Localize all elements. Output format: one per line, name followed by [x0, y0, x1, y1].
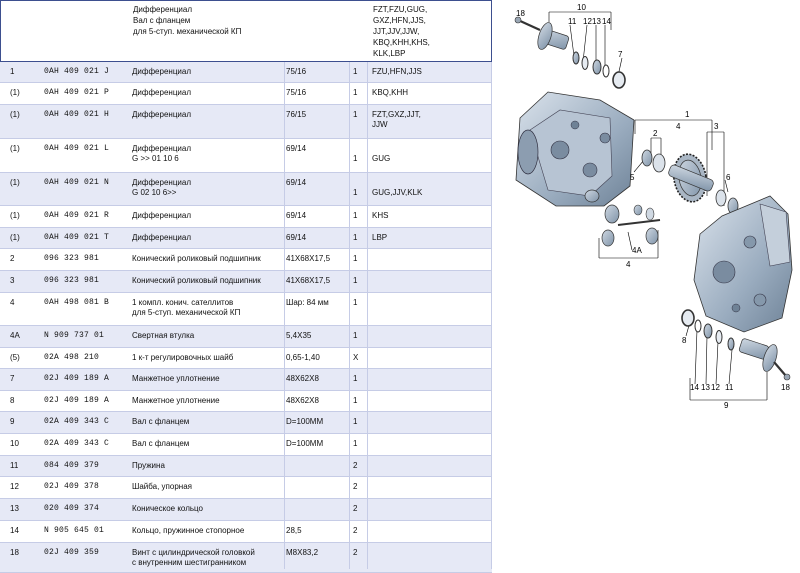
position-number: (1) — [10, 88, 20, 97]
header-description: Дифференциал Вал с фланцем для 5-ступ. механической КП — [133, 5, 242, 36]
part-quantity: 2 — [353, 548, 358, 557]
part-description: Конический роликовый подшипник — [132, 276, 261, 285]
part-quantity: 1 — [353, 188, 358, 197]
engine-codes: FZU,HFN,JJS — [372, 67, 422, 76]
position-number: 11 — [10, 461, 19, 470]
part-spec: D=100MM — [286, 417, 324, 426]
table-row — [0, 139, 492, 173]
position-number: 14 — [10, 526, 19, 535]
part-description: Манжетное уплотнение — [132, 396, 220, 405]
callout-12: 12 — [711, 383, 720, 392]
part-spec: 69/14 — [286, 211, 307, 220]
part-number: 0AH 409 021 R — [44, 211, 110, 220]
part-description: Пружина — [132, 461, 165, 470]
part-number: 02A 409 343 C — [44, 439, 110, 448]
part-number: 0AH 409 021 N — [44, 178, 110, 187]
engine-codes: FZT,GXZ,JJT, JJW — [372, 110, 421, 129]
part-spec: 75/16 — [286, 67, 307, 76]
table-row — [0, 499, 492, 521]
part-number: 02J 409 378 — [44, 482, 100, 491]
callout-12: 12 — [583, 17, 592, 26]
part-quantity: 1 — [353, 254, 358, 263]
part-quantity: 1 — [353, 417, 358, 426]
table-row — [0, 206, 492, 228]
bevel-gear-set — [585, 190, 660, 246]
callout-4: 4 — [626, 260, 631, 269]
callout-9: 9 — [724, 401, 729, 410]
position-number: 1 — [10, 67, 15, 76]
part-quantity: 2 — [353, 461, 358, 470]
part-quantity: 1 — [353, 67, 358, 76]
bolt-lower — [774, 362, 790, 380]
part-description: Коническое кольцо — [132, 504, 203, 513]
part-quantity: 2 — [353, 504, 358, 513]
part-spec: D=100MM — [286, 439, 324, 448]
callout-8: 8 — [682, 336, 687, 345]
part-description: Вал с фланцем — [132, 417, 190, 426]
part-number: 0AH 409 021 P — [44, 88, 110, 97]
table-row — [0, 456, 492, 477]
part-quantity: 1 — [353, 110, 358, 119]
part-number: 02A 409 343 C — [44, 417, 110, 426]
column-separator — [284, 62, 285, 569]
callout-1: 1 — [685, 110, 690, 119]
position-number: (1) — [10, 178, 20, 187]
part-number: N 905 645 01 — [44, 526, 105, 535]
part-quantity: 1 — [353, 374, 358, 383]
part-description: Свертная втулка — [132, 331, 195, 340]
callout-3: 3 — [714, 122, 719, 131]
part-description: 1 компл. конич. сателлитов для 5-ступ. механической КП — [132, 298, 241, 317]
engine-codes: KBQ,KHH — [372, 88, 409, 97]
bolt-upper — [515, 17, 540, 30]
gearbox-housing-right — [694, 196, 792, 332]
callout-14: 14 — [602, 17, 611, 26]
engine-codes: GUG — [372, 154, 391, 163]
table-row — [0, 249, 492, 271]
table-row — [0, 326, 492, 348]
position-number: 7 — [10, 374, 15, 383]
part-description: Дифференциал — [132, 88, 191, 97]
position-number: 2 — [10, 254, 15, 263]
part-number: 02J 409 359 — [44, 548, 100, 557]
position-number: 3 — [10, 276, 15, 285]
part-number: 0AH 409 021 H — [44, 110, 110, 119]
callout-14: 14 — [690, 383, 699, 392]
part-spec: 48X62X8 — [286, 396, 319, 405]
part-spec: 75/16 — [286, 88, 307, 97]
position-number: (1) — [10, 211, 20, 220]
engine-codes: GUG,JJV,KLK — [372, 188, 423, 197]
position-number: 13 — [10, 504, 19, 513]
part-quantity: X — [353, 353, 359, 362]
part-spec: M8X83,2 — [286, 548, 319, 557]
part-number: 0AH 409 021 T — [44, 233, 110, 242]
part-quantity: 2 — [353, 526, 358, 535]
part-spec: 5,4X35 — [286, 331, 312, 340]
part-spec: 69/14 — [286, 233, 307, 242]
position-number: (5) — [10, 353, 20, 362]
header-engine-codes: FZT,FZU,GUG, GXZ,HFN,JJS, JJT,JJV,JJW, KBQ,KHH,KHS, KLK,LBP — [373, 5, 430, 58]
column-separator — [349, 62, 350, 569]
position-number: 9 — [10, 417, 15, 426]
position-number: 10 — [10, 439, 19, 448]
part-description: Дифференциал — [132, 110, 191, 119]
position-number: (1) — [10, 110, 20, 119]
part-spec: 28,5 — [286, 526, 302, 535]
differential-crown-gear — [667, 152, 714, 205]
table-row — [0, 521, 492, 543]
part-quantity: 1 — [353, 298, 358, 307]
column-separator — [491, 62, 492, 569]
table-row — [0, 434, 492, 456]
table-row — [0, 228, 492, 249]
callout-4: 4 — [676, 122, 681, 131]
part-quantity: 1 — [353, 331, 358, 340]
part-number: 020 409 374 — [44, 504, 100, 513]
table-row — [0, 62, 492, 83]
table-row — [0, 412, 492, 434]
part-description: Кольцо, пружинное стопорное — [132, 526, 245, 535]
part-spec: 76/15 — [286, 110, 307, 119]
callout-18: 18 — [781, 383, 790, 392]
part-quantity: 1 — [353, 88, 358, 97]
table-row — [0, 271, 492, 293]
table-row — [0, 293, 492, 326]
position-number: (1) — [10, 144, 20, 153]
table-row — [0, 369, 492, 391]
part-quantity: 1 — [353, 396, 358, 405]
gearbox-housing-left — [516, 92, 634, 206]
part-number: 02A 498 210 — [44, 353, 100, 362]
part-quantity: 1 — [353, 154, 358, 163]
part-description: Дифференциал — [132, 211, 191, 220]
table-row — [0, 105, 492, 139]
part-number: 084 409 379 — [44, 461, 100, 470]
callout-6: 6 — [726, 173, 731, 182]
column-separator — [367, 62, 368, 569]
callout-18: 18 — [516, 9, 525, 18]
part-spec: 41X68X17,5 — [286, 254, 331, 263]
position-number: 4 — [10, 298, 15, 307]
callout-2: 2 — [653, 129, 658, 138]
part-description: Манжетное уплотнение — [132, 374, 220, 383]
part-spec: 0,65-1,40 — [286, 353, 320, 362]
part-number: 096 323 981 — [44, 254, 100, 263]
part-quantity: 1 — [353, 211, 358, 220]
part-spec: 69/14 — [286, 144, 307, 153]
position-number: 8 — [10, 396, 15, 405]
callout-7: 7 — [618, 50, 623, 59]
part-description: Винт с цилиндрической головкой с внутренним шестигранником — [132, 548, 255, 567]
part-number: 0AH 498 081 B — [44, 298, 110, 307]
part-number: 0AH 409 021 L — [44, 144, 110, 153]
part-description: Конический роликовый подшипник — [132, 254, 261, 263]
engine-codes: LBP — [372, 233, 388, 242]
table-header — [0, 0, 492, 62]
part-spec: Шар: 84 мм — [286, 298, 329, 307]
engine-codes: KHS — [372, 211, 389, 220]
part-number: 0AH 409 021 J — [44, 67, 110, 76]
part-description: 1 к-т регулировочных шайб — [132, 353, 234, 362]
part-spec: 69/14 — [286, 178, 307, 187]
callout-11: 11 — [725, 383, 734, 392]
position-number: 4A — [10, 331, 20, 340]
table-row — [0, 391, 492, 412]
part-spec: 48X62X8 — [286, 374, 319, 383]
part-number: N 909 737 01 — [44, 331, 105, 340]
callout-11: 11 — [568, 17, 577, 26]
part-description: Дифференциал — [132, 233, 191, 242]
callout-10: 10 — [577, 3, 586, 12]
part-spec: 41X68X17,5 — [286, 276, 331, 285]
callout-4A: 4A — [632, 246, 642, 255]
flange-shaft-lower — [739, 338, 781, 373]
position-number: (1) — [10, 233, 20, 242]
callout-13: 13 — [592, 17, 601, 26]
table-row — [0, 83, 492, 105]
table-row — [0, 173, 492, 206]
callout-13: 13 — [701, 383, 710, 392]
exploded-diagram — [493, 0, 800, 569]
flange-shaft-upper — [535, 21, 570, 51]
part-quantity: 1 — [353, 276, 358, 285]
table-row — [0, 348, 492, 369]
part-description: Дифференциал G >> 01 10 6 — [132, 144, 191, 163]
part-description: Шайба, упорная — [132, 482, 192, 491]
position-number: 12 — [10, 482, 19, 491]
part-description: Вал с фланцем — [132, 439, 190, 448]
part-quantity: 1 — [353, 233, 358, 242]
part-description: Дифференциал G 02 10 6>> — [132, 178, 191, 197]
callout-5: 5 — [630, 173, 635, 182]
part-number: 096 323 981 — [44, 276, 100, 285]
position-number: 18 — [10, 548, 19, 557]
part-quantity: 2 — [353, 482, 358, 491]
part-quantity: 1 — [353, 439, 358, 448]
part-number: 02J 409 189 A — [44, 396, 110, 405]
part-description: Дифференциал — [132, 67, 191, 76]
table-row — [0, 477, 492, 499]
part-number: 02J 409 189 A — [44, 374, 110, 383]
